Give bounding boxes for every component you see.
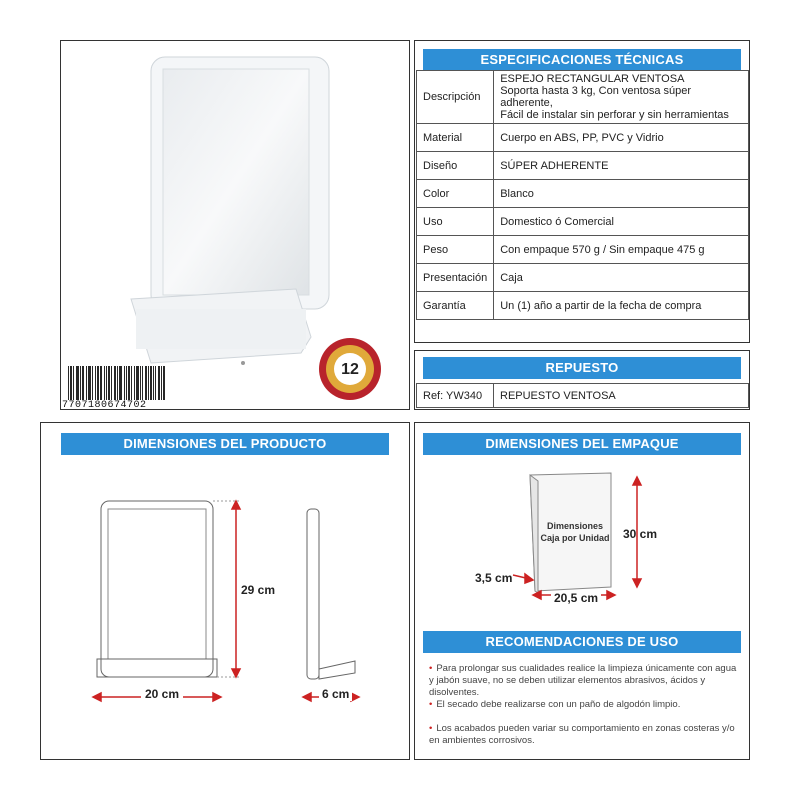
- barcode-bar: [106, 366, 107, 400]
- barcode-bar: [86, 366, 87, 400]
- rec-item: • Los acabados pueden variar su comportamiento en zonas costeras y/o en ambientes corrosivos.: [429, 723, 735, 746]
- spec-row: [417, 208, 749, 236]
- warranty-number: 12: [341, 361, 359, 378]
- barcode-bar: [146, 366, 147, 400]
- repuesto-row: [417, 384, 749, 408]
- spec-value-line: ESPEJO RECTANGULAR VENTOSA: [500, 73, 685, 85]
- barcode-bar: [104, 366, 105, 400]
- spec-label: Color: [417, 180, 494, 208]
- dim-pack-title: DIMENSIONES DEL EMPAQUE: [423, 433, 741, 455]
- spec-value-line: Con empaque 570 g / Sin empaque 475 g: [500, 243, 705, 256]
- recs-title: RECOMENDACIONES DE USO: [423, 631, 741, 653]
- barcode-bar: [100, 366, 101, 400]
- barcode-bar: [128, 366, 129, 400]
- barcode-bar: [78, 366, 79, 400]
- barcode-bar: [158, 366, 159, 400]
- dim-pack-width: 20,5 cm: [551, 591, 601, 605]
- barcode-bar: [76, 366, 77, 400]
- dim-pack-height: 30 cm: [623, 527, 658, 541]
- barcode-bar: [134, 366, 135, 400]
- barcode-bar: [80, 366, 81, 400]
- spec-value: [494, 124, 749, 152]
- barcode-bar: [77, 366, 78, 400]
- spec-value-line: SÚPER ADHERENTE: [500, 159, 609, 172]
- spec-label: Descripción: [417, 71, 494, 124]
- specs-table: [416, 70, 749, 320]
- barcode-number: 7707180674702: [62, 400, 147, 411]
- spec-label: Peso: [417, 236, 494, 264]
- product-dimension-drawing: [41, 423, 411, 761]
- specs-title: ESPECIFICACIONES TÉCNICAS: [423, 49, 741, 71]
- barcode-bar: [108, 366, 109, 400]
- repuesto-title: REPUESTO: [423, 357, 741, 379]
- barcode-bar: [136, 366, 137, 400]
- spec-value-line: Caja: [500, 271, 523, 284]
- spec-row: [417, 152, 749, 180]
- spec-value: [494, 180, 749, 208]
- barcode-bar: [140, 366, 141, 400]
- barcode-bar: [119, 366, 120, 400]
- barcode-bar: [150, 366, 151, 400]
- barcode-bar: [115, 366, 116, 400]
- repuesto-table: [416, 383, 749, 408]
- barcode-bar: [131, 366, 132, 400]
- rec-item-text: Los acabados pueden variar su comportamiento en zonas costeras y/o en ambientes corrosivos.: [429, 723, 735, 746]
- barcode-bar: [121, 366, 122, 400]
- spec-label: Material: [417, 124, 494, 152]
- spec-label: Diseño: [417, 152, 494, 180]
- barcode-bar: [95, 366, 96, 400]
- product-dimensions-panel: [40, 422, 410, 760]
- barcode-bar: [71, 366, 72, 400]
- spec-label: Uso: [417, 208, 494, 236]
- barcode-bar: [155, 366, 156, 400]
- spec-value: [494, 71, 749, 124]
- spec-value: [494, 264, 749, 292]
- dim-product-height: 29 cm: [241, 583, 276, 597]
- product-photo-panel: [60, 40, 410, 410]
- dim-product-depth: 6 cm: [319, 687, 352, 701]
- barcode-bar: [101, 366, 102, 400]
- barcode-bar: [98, 366, 99, 400]
- barcode-bar: [126, 366, 127, 400]
- rec-item-text: El secado debe realizarse con un paño de algodón limpio.: [436, 699, 681, 710]
- barcode-bar: [164, 366, 165, 400]
- barcode-bar: [88, 366, 89, 400]
- spec-label: Presentación: [417, 264, 494, 292]
- barcode-bar: [89, 366, 90, 400]
- barcode-bar: [90, 366, 91, 400]
- spec-value: [494, 208, 749, 236]
- barcode-bar: [82, 366, 83, 400]
- barcode-bar: [137, 366, 138, 400]
- spec-label: Garantía: [417, 292, 494, 320]
- barcode-bar: [73, 366, 74, 400]
- rec-item: • El secado debe realizarse con un paño de algodón limpio.: [429, 699, 681, 710]
- pack-box-label-2: Caja por Unidad: [540, 533, 610, 543]
- rec-item: • Para prolongar sus cualidades realice la limpieza únicamente con agua y jabón suave, no se deben utilizar elementos abrasivos, ácidos y disolventes.: [429, 663, 737, 698]
- rec-item-text: Para prolongar sus cualidades realice la limpieza únicamente con agua y jabón suave, no se deben utilizar elementos abrasivos, ácidos y disolventes.: [429, 663, 737, 698]
- spec-value: [494, 152, 749, 180]
- barcode-bar: [120, 366, 121, 400]
- spec-row: [417, 180, 749, 208]
- barcode-bar: [129, 366, 130, 400]
- barcode-bar: [68, 366, 69, 400]
- repuesto-ref: Ref: YW340: [417, 384, 494, 408]
- barcode-bar: [97, 366, 98, 400]
- barcode-bar: [159, 366, 160, 400]
- barcode-bar: [83, 366, 84, 400]
- barcode-bar: [142, 366, 143, 400]
- spec-row: [417, 124, 749, 152]
- spec-value-line: Blanco: [500, 187, 534, 200]
- dim-pack-depth: 3,5 cm: [475, 571, 513, 585]
- spec-row: [417, 292, 749, 320]
- barcode-bar: [111, 366, 112, 400]
- spec-value: [494, 292, 749, 320]
- barcode-bar: [124, 366, 125, 400]
- spec-value-line: Fácil de instalar sin perforar y sin herramientas: [500, 109, 729, 121]
- barcode-bar: [151, 366, 152, 400]
- barcode-bar: [70, 366, 71, 400]
- spec-value-line: Soporta hasta 3 kg, Con ventosa súper adherente,: [500, 85, 692, 109]
- dim-product-width: 20 cm: [141, 687, 183, 701]
- repuesto-name: REPUESTO VENTOSA: [494, 384, 749, 408]
- barcode-bar: [138, 366, 139, 400]
- spec-value-line: Un (1) año a partir de la fecha de compra: [500, 299, 702, 312]
- barcode-bar: [92, 366, 93, 400]
- spec-row: [417, 71, 749, 124]
- package-dimensions-panel: [414, 422, 750, 760]
- barcode: [68, 366, 168, 402]
- barcode-bar: [161, 366, 162, 400]
- barcode-bar: [145, 366, 146, 400]
- spec-row: [417, 236, 749, 264]
- barcode-bar: [117, 366, 118, 400]
- pack-box-label-1: Dimensiones: [546, 521, 604, 531]
- barcode-bar: [153, 366, 154, 400]
- spec-value-line: Domestico ó Comercial: [500, 215, 614, 228]
- spec-row: [417, 264, 749, 292]
- spec-value: [494, 236, 749, 264]
- barcode-bar: [148, 366, 149, 400]
- barcode-bar: [163, 366, 164, 400]
- barcode-bar: [109, 366, 110, 400]
- spec-value-line: Cuerpo en ABS, PP, PVC y Vidrio: [500, 131, 664, 144]
- dim-product-title: DIMENSIONES DEL PRODUCTO: [61, 433, 389, 455]
- barcode-bar: [114, 366, 115, 400]
